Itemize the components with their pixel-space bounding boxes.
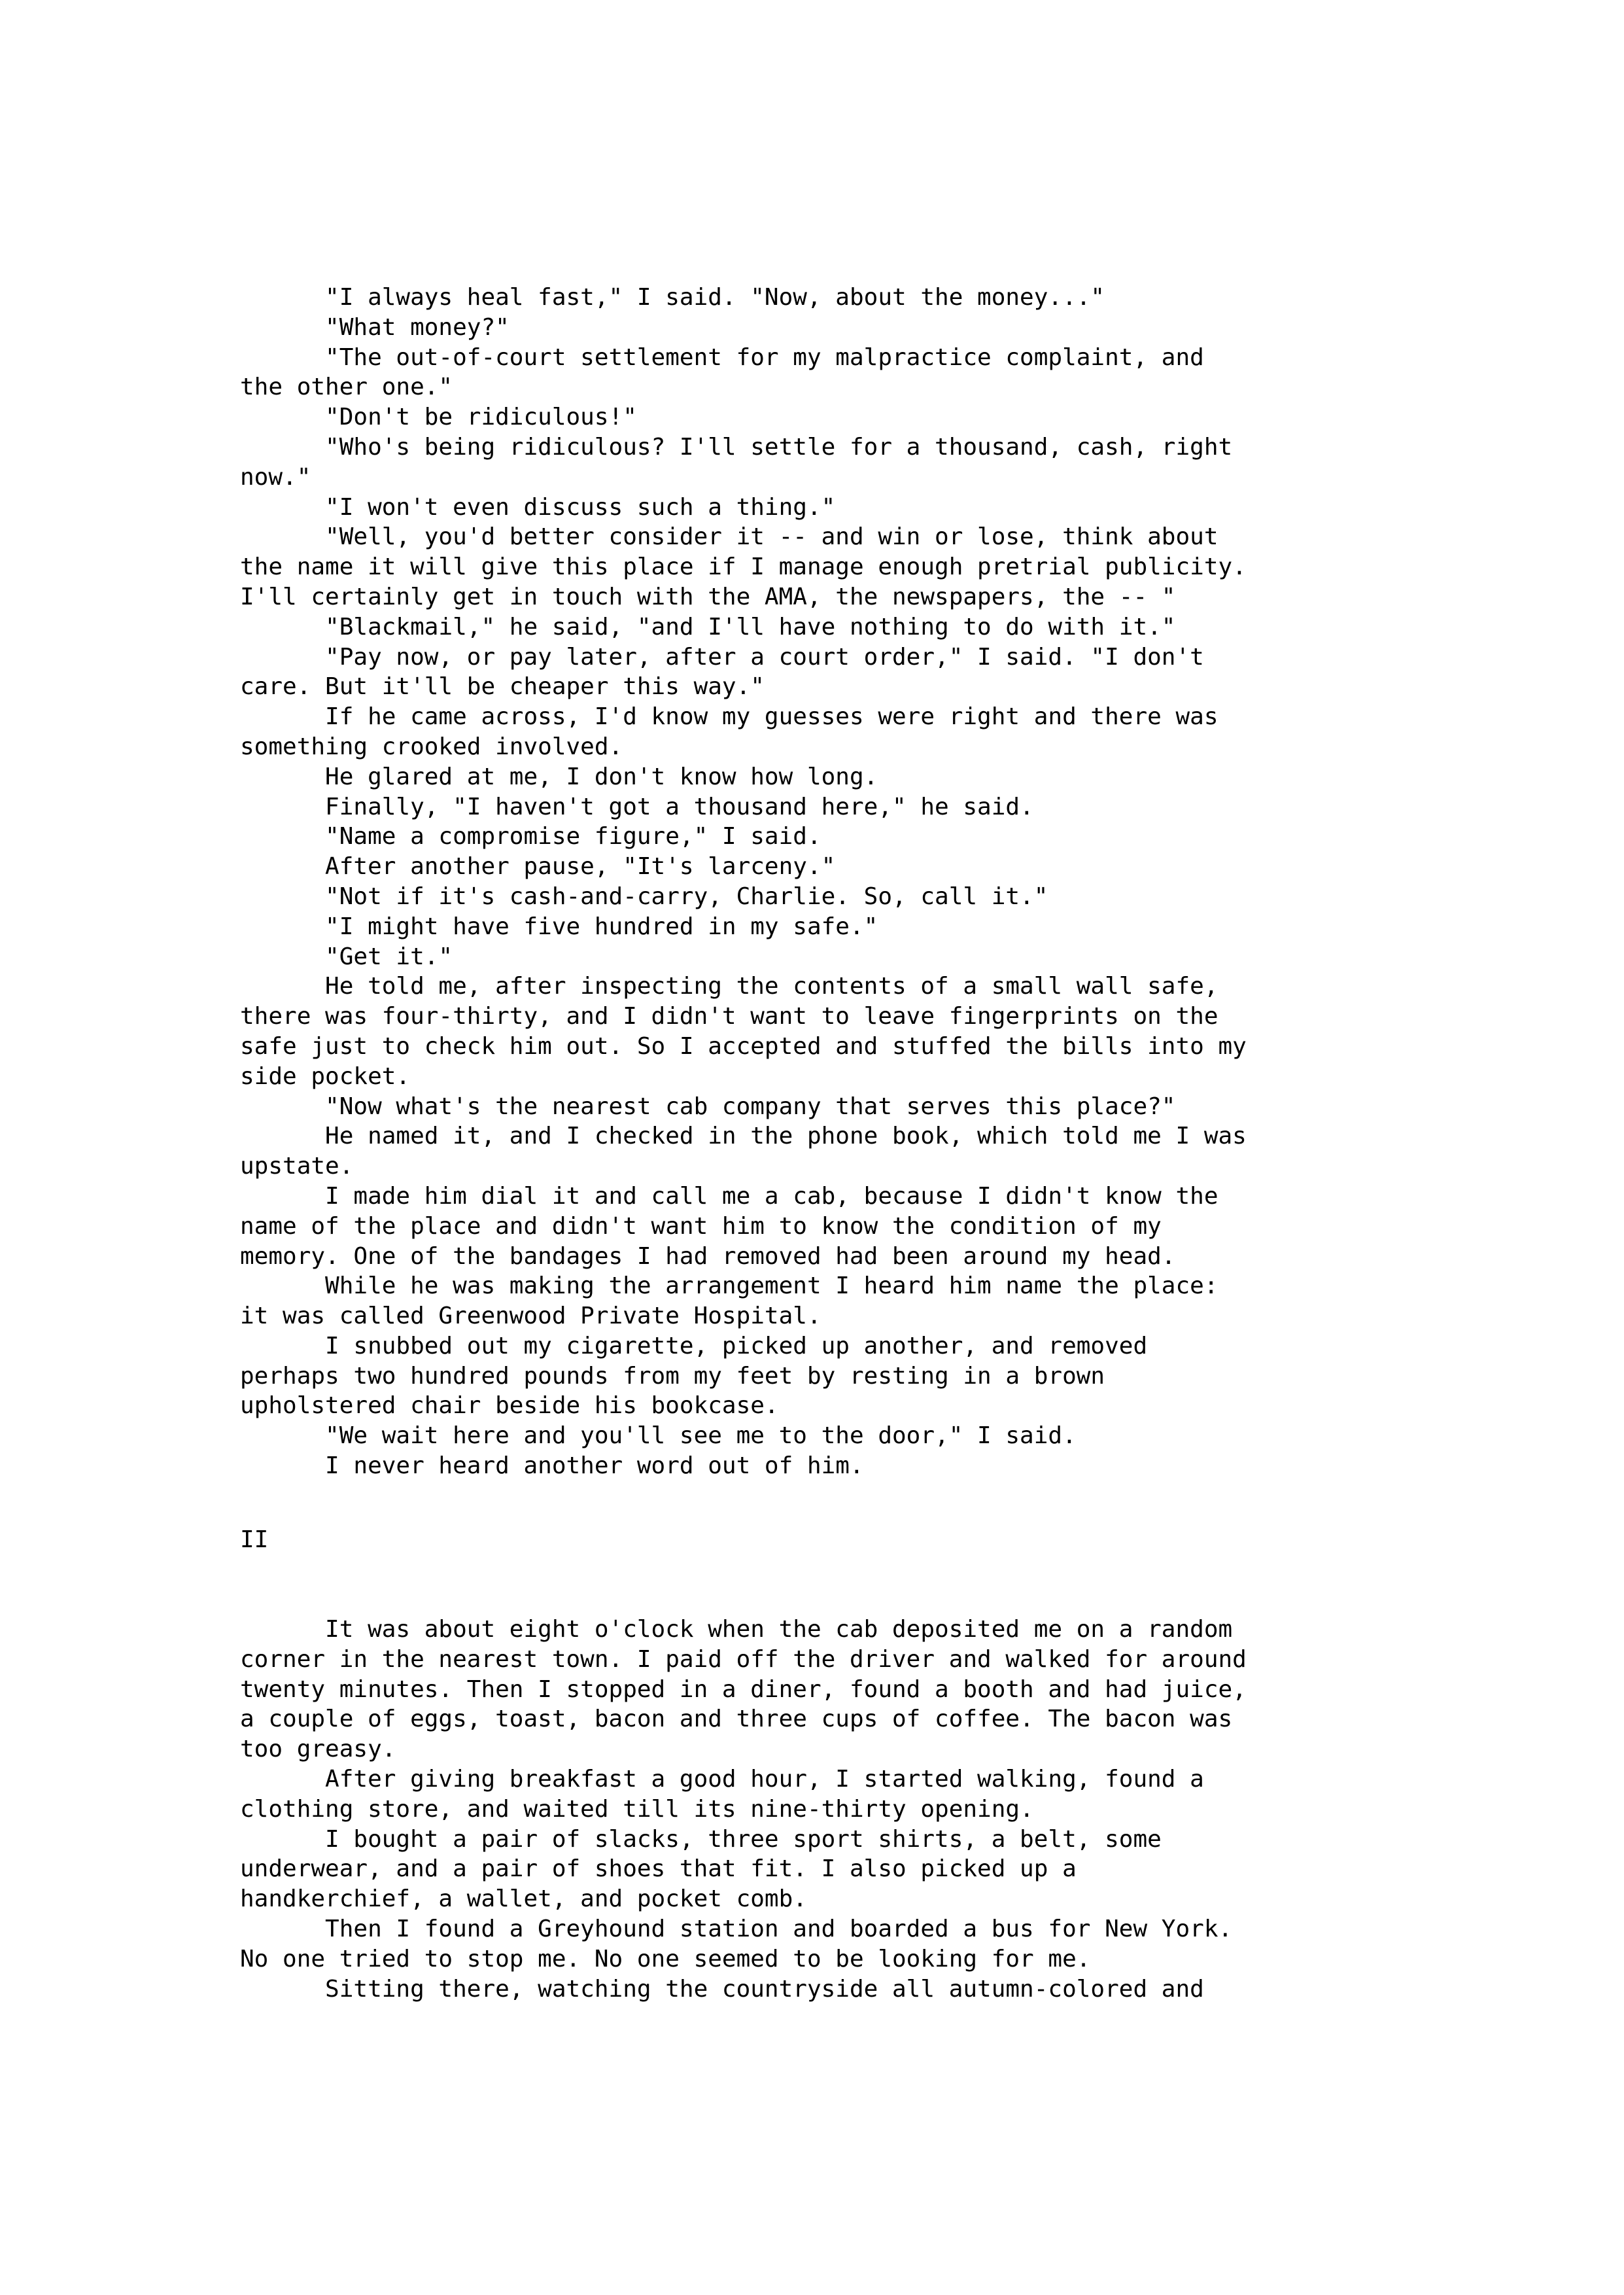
text-line: It was about eight o'clock when the cab deposited me on a random — [240, 1616, 1233, 1643]
text-line: I bought a pair of slacks, three sport shirts, a belt, some — [240, 1825, 1162, 1853]
text-line: underwear, and a pair of shoes that fit. I also picked up a — [240, 1855, 1077, 1883]
text-line: perhaps two hundred pounds from my feet by resting in a brown — [240, 1362, 1105, 1390]
text-line: a couple of eggs, toast, bacon and three cups of coffee. The bacon was — [240, 1706, 1233, 1733]
text-part-two — [240, 1615, 1470, 2004]
text-line: handkerchief, a wallet, and pocket comb. — [240, 1885, 807, 1913]
text-line: "Blackmail," he said, "and I'll have nothing to do with it." — [240, 613, 1176, 640]
text-line: now." — [240, 463, 311, 491]
text-line: care. But it'll be cheaper this way." — [240, 673, 765, 701]
text-line: the other one." — [240, 374, 453, 401]
text-line: "Don't be ridiculous!" — [240, 404, 637, 431]
text-line: "The out-of-court settlement for my malpractice complaint, and — [240, 343, 1204, 371]
text-line: "Name a compromise figure," I said. — [240, 823, 821, 850]
text-line: the name it will give this place if I manage enough pretrial publicity. — [240, 553, 1247, 581]
text-line: Sitting there, watching the countryside all autumn-colored and — [240, 1975, 1204, 2003]
text-line: upholstered chair beside his bookcase. — [240, 1392, 779, 1420]
text-line: memory. One of the bandages I had removed had been around my head. — [240, 1242, 1176, 1270]
text-line: "I always heal fast," I said. "Now, about the money..." — [240, 284, 1105, 311]
text-line: Then I found a Greyhound station and boarded a bus for New York. — [240, 1915, 1233, 1942]
text-line: too greasy. — [240, 1736, 396, 1763]
text-line: clothing store, and waited till its nine-thirty opening. — [240, 1795, 1034, 1823]
section-heading: II — [240, 1526, 269, 1553]
text-line: He glared at me, I don't know how long. — [240, 763, 878, 790]
text-line: After giving breakfast a good hour, I started walking, found a — [240, 1765, 1204, 1793]
text-line: No one tried to stop me. No one seemed to be looking for me. — [240, 1945, 1091, 1972]
text-line: I never heard another word out of him. — [240, 1452, 864, 1480]
text-line: If he came across, I'd know my guesses were right and there was — [240, 703, 1218, 731]
text-line: "Not if it's cash-and-carry, Charlie. So, call it." — [240, 883, 1048, 910]
text-line: "Well, you'd better consider it -- and win or lose, think about — [240, 523, 1218, 551]
text-line: it was called Greenwood Private Hospital. — [240, 1303, 821, 1330]
text-line: upstate. — [240, 1153, 354, 1180]
text-part-one — [240, 283, 1470, 1481]
text-line: Finally, "I haven't got a thousand here," he said. — [240, 793, 1034, 820]
text-line: something crooked involved. — [240, 733, 623, 760]
text-line: "I won't even discuss such a thing." — [240, 493, 836, 521]
text-line: After another pause, "It's larceny." — [240, 853, 836, 881]
text-line: "Who's being ridiculous? I'll settle for a thousand, cash, right — [240, 433, 1233, 461]
text-line: twenty minutes. Then I stopped in a diner, found a booth and had juice, — [240, 1675, 1247, 1703]
text-line: I made him dial it and call me a cab, because I didn't know the — [240, 1182, 1218, 1210]
text-line: "I might have five hundred in my safe." — [240, 913, 878, 940]
text-line: safe just to check him out. So I accepted and stuffed the bills into my — [240, 1032, 1247, 1060]
text-line: I snubbed out my cigarette, picked up another, and removed — [240, 1332, 1148, 1359]
text-line: "Pay now, or pay later, after a court order," I said. "I don't — [240, 643, 1204, 671]
text-line: there was four-thirty, and I didn't want to leave fingerprints on the — [240, 1003, 1218, 1030]
text-line: He told me, after inspecting the contents of a small wall safe, — [240, 973, 1218, 1000]
text-line: "We wait here and you'll see me to the door," I said. — [240, 1422, 1077, 1450]
text-line: While he was making the arrangement I heard him name the place: — [240, 1272, 1218, 1300]
text-line: "What money?" — [240, 313, 510, 341]
text-line: "Get it." — [240, 943, 453, 970]
text-line: He named it, and I checked in the phone book, which told me I was — [240, 1123, 1247, 1150]
text-line: corner in the nearest town. I paid off the driver and walked for around — [240, 1645, 1247, 1673]
text-line: name of the place and didn't want him to know the condition of my — [240, 1212, 1162, 1240]
text-line: "Now what's the nearest cab company that serves this place?" — [240, 1093, 1176, 1120]
text-line: I'll certainly get in touch with the AMA, the newspapers, the -- " — [240, 583, 1176, 610]
text-line: side pocket. — [240, 1062, 411, 1090]
